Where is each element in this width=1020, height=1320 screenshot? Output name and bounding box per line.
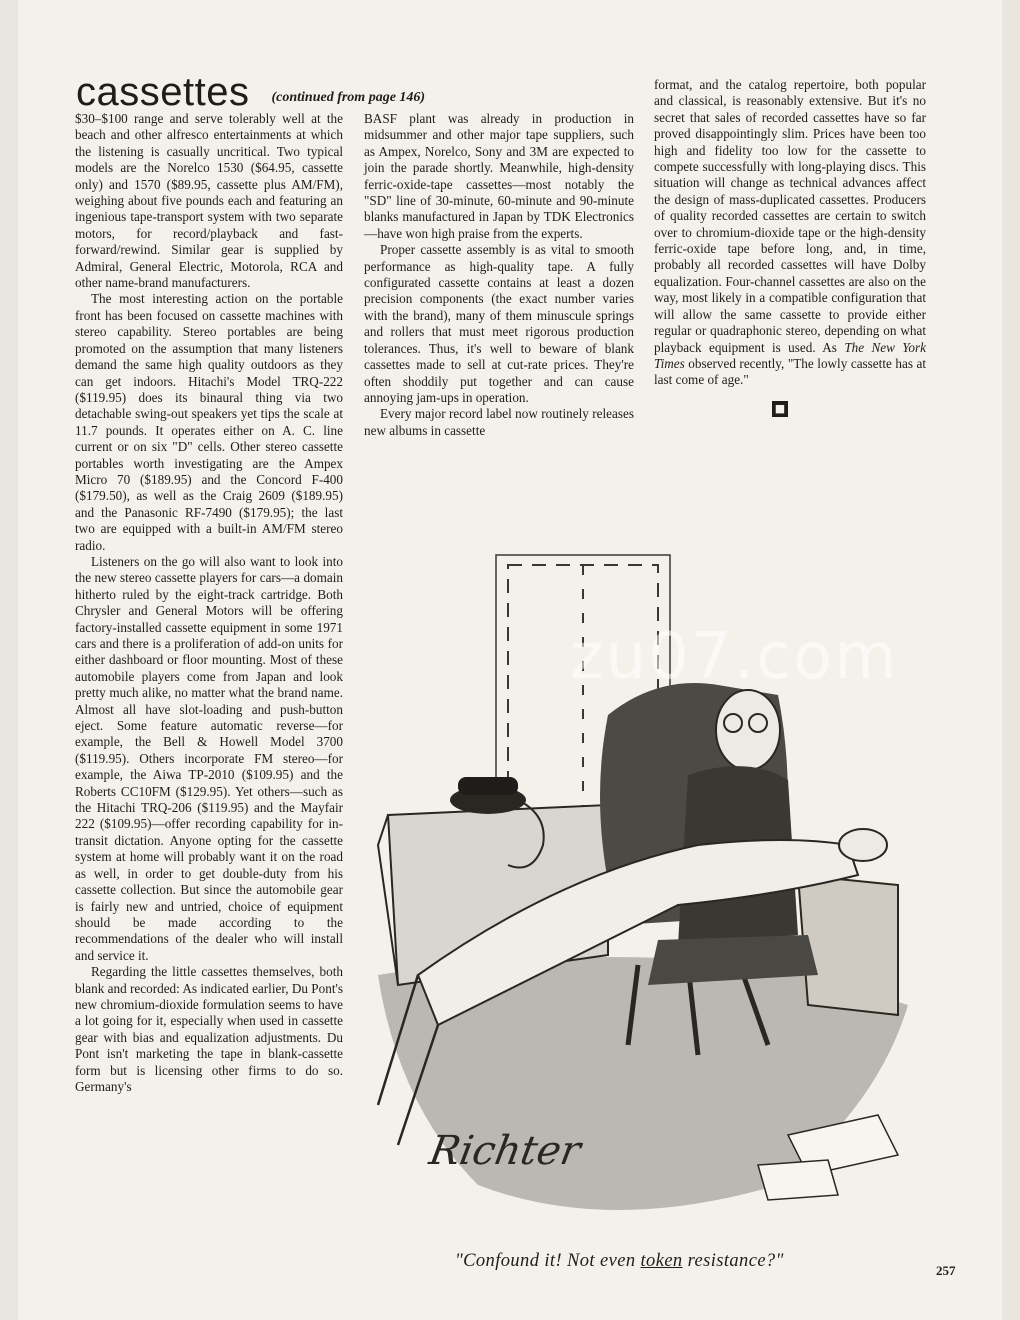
paragraph: The most interesting action on the portable front has been focused on cassette machines with stereo capability. Stereo portables are being promoted on the assumption that many listeners demand the same high quality outdoors as they can get indoors. Hitachi's Model TRQ-222 ($119.95) does its binaural thing via two detachable swing-out speakers yet tips the scale at 11.7 pounds. It operates either on A. C. line current or on six "D" cells. Other stereo cassette portables worth investigating are the Ampex Micro 70 ($189.95) and the Concord F-400 ($179.50), as well as the Craig 2609 ($189.95) and the Panasonic RF-7490 ($179.95); the last two are equipped with a built-in AM/FM stereo radio. bbox=[75, 291, 343, 553]
paragraph: Proper cassette assembly is as vital to smooth performance as high-quality tape. A fully configurated cassette contains at least a dozen precision components (the exact number varies with the brand), many of them minuscule springs and rollers that must meet rigorous production tolerances. Thus, it's well to beware of blank cassettes made to sell at cut-rate prices. They're often shoddily put together and can cause annoying jam-ups in operation. bbox=[364, 242, 634, 405]
paragraph: Every major record label now routinely releases new albums in cassette bbox=[364, 406, 634, 438]
article-header bbox=[76, 72, 425, 114]
caption-text: "Confound it! Not even bbox=[455, 1251, 641, 1271]
text-column-1 bbox=[75, 111, 343, 1095]
watermark: zu07.com bbox=[570, 620, 899, 694]
artist-signature: Richter bbox=[425, 1128, 585, 1174]
caption-emphasis: token bbox=[640, 1251, 683, 1271]
text-column-3 bbox=[654, 77, 926, 417]
paragraph: BASF plant was already in production in midsummer and other major tape suppliers, such as Ampex, Norelco, Sony and 3M are expected to join the parade shortly. Meanwhile, high-density ferric-oxide-tape cassettes—most notably the "SD" line of 30-minute, 60-minute and 90-minute blanks manufactured in Japan by TDK Electronics—have won high praise from the experts. bbox=[364, 111, 634, 241]
page-margin-right bbox=[1002, 0, 1020, 1320]
playboy-bunny-icon: ■ bbox=[772, 401, 788, 417]
publication-name: The New York Times bbox=[654, 339, 926, 371]
page-margin-left bbox=[0, 0, 18, 1320]
caption-text: resistance?" bbox=[682, 1251, 784, 1271]
paragraph bbox=[654, 77, 926, 389]
text-column-2 bbox=[364, 111, 634, 439]
page-number: 257 bbox=[936, 1263, 956, 1278]
paragraph: Listeners on the go will also want to look into the new stereo cassette players for cars—a domain hitherto ruled by the eight-track cartridge. Both Chrysler and General Motors will be offering factory-installed cassette equipment in some 1971 cars and there is a proliferation of add-on units for either dashboard or floor mounting. Most of these automobile players come from Japan and look pretty much alike, no matter what the brand name. Almost all have slot-loading and push-button eject. Some feature automatic reverse—for example, the Bell & Howell Model 3700 ($119.95). Others incorporate FM stereo—for example, the Aiwa TP-2010 ($109.95) and the Roberts CC10FM ($129.95). Yet others—such as the Hitachi TRQ-206 ($119.95) and the Mayfair 222 ($109.95)—offer recording capability for in-transit dictation. Anyone opting for the cassette system at home will probably want it on the road as well, in order to get double-duty from his cassette collection. But since the automobile gear is fairly new and untried, choice of equipment should be made according to the recommendations of the dealer who will install and service it. bbox=[75, 553, 343, 963]
article-title: cassettes bbox=[76, 70, 250, 114]
paragraph-text: observed recently, "The lowly cassette has at last come of age." bbox=[654, 355, 926, 388]
paragraph-text: format, and the catalog repertoire, both popular and classical, is reasonably extensive. But it's no secret that sales of recorded cassettes have so far proved disappointingly slim. Prices have been too high and fidelity too low for the cassette to compete successfully with long-playing discs. This situation will change as technical advances affect the design of mass-duplicated cassettes. Producers of quality recorded cassettes are certain to switch over to chromium-dioxide tape or the high-density ferric-oxide tape before long, and, in time, probably all recorded cassettes will have Dolby equalization. Four-channel cassettes are also on the way, most likely in a compatible configuration that will allow the same cassette to provide either regular or quadraphonic stereo, depending on what playback equipment is used. As bbox=[654, 77, 926, 355]
paragraph: Regarding the little cassettes themselves, both blank and recorded: As indicated earlier, Du Pont's new chromium-dioxide formulation seems to have a lot going for it, especially when used in cassette gear with bias and equalization adjustments. Du Pont isn't marketing the tape in blank-cassette form but is licensing other firms to do so. Germany's bbox=[75, 964, 343, 1094]
paragraph: $30–$100 range and serve tolerably well at the beach and other alfresco entertainments at which the listening is casually uncritical. Two typical models are the Norelco 1530 ($64.95, cassette only) and 1570 ($89.95, cassette plus AM/FM), weighing about five pounds each and featuring an ingenious tape-transport system with two separate motors, for record/playback and fast-forward/rewind. Similar gear is supplied by Admiral, General Electric, Motorola, RCA and other name-brand manufacturers. bbox=[75, 111, 343, 291]
continued-note: (continued from page 146) bbox=[271, 90, 426, 105]
cartoon-caption bbox=[455, 1251, 784, 1272]
